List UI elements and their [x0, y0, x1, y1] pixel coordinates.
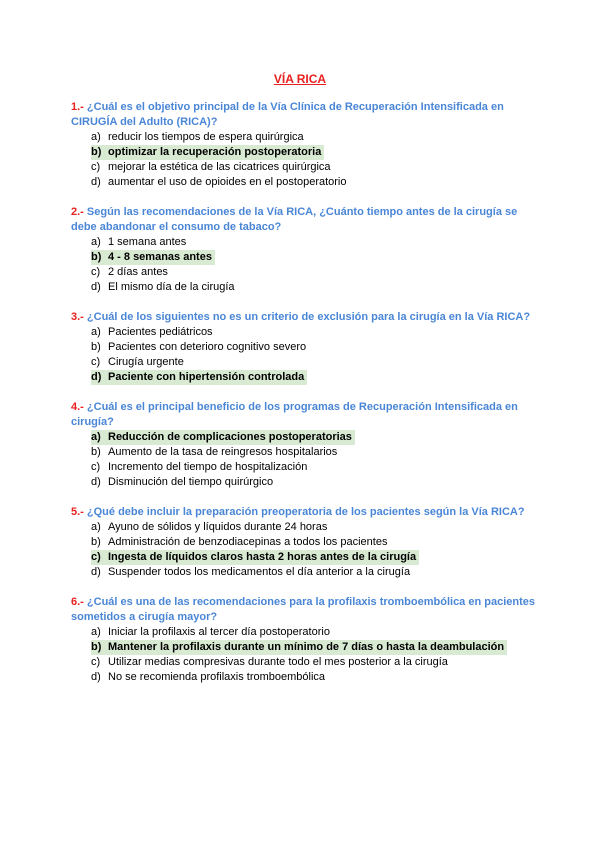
option-text: Ayuno de sólidos y líquidos durante 24 horas	[108, 521, 328, 533]
option-letter: a)	[91, 431, 101, 443]
option-text: Disminución del tiempo quirúrgico	[108, 476, 274, 488]
option-letter: b)	[91, 146, 102, 158]
option-correct	[91, 640, 541, 655]
question-prompt: Según las recomendaciones de la Vía RICA, ¿Cuánto tiempo antes de la cirugía se debe abandonar el consumo de tabaco?	[71, 206, 518, 233]
option-letter: b)	[91, 446, 101, 458]
option-text: Suspender todos los medicamentos el día anterior a la cirugía	[108, 566, 411, 578]
option-correct	[91, 145, 541, 160]
question-number: 3.-	[71, 311, 84, 323]
question-text	[71, 205, 541, 235]
option-text: Aumento de la tasa de reingresos hospitalarios	[108, 446, 338, 458]
question-number: 4.-	[71, 401, 84, 413]
question-prompt: ¿Cuál es el principal beneficio de los programas de Recuperación Intensificada en cirugía?	[71, 401, 518, 428]
option-text: Administración de benzodiacepinas a todos los pacientes	[108, 536, 388, 548]
question-text	[71, 400, 541, 430]
question-prompt: ¿Cuál de los siguientes no es un criterio de exclusión para la cirugía en la Vía RICA?	[83, 311, 531, 323]
option-correct	[91, 550, 541, 565]
option	[91, 280, 541, 295]
option	[91, 460, 541, 475]
question-text	[71, 505, 541, 520]
option-text: mejorar la estética de las cicatrices quirúrgica	[108, 161, 331, 173]
option-letter: c)	[91, 656, 101, 668]
option-text: Iniciar la profilaxis al tercer día postoperatorio	[108, 626, 330, 638]
option-text: Mantener la profilaxis durante un mínimo de 7 días o hasta la deambulación	[108, 641, 505, 653]
question-block	[71, 400, 541, 490]
option-text: Incremento del tiempo de hospitalización	[108, 461, 308, 473]
option-letter: c)	[91, 461, 101, 473]
option-list	[71, 130, 541, 190]
question-text	[71, 100, 541, 130]
option-letter: d)	[91, 371, 102, 383]
option-list	[71, 520, 541, 580]
option-list	[71, 235, 541, 295]
option-list	[71, 430, 541, 490]
option-letter: d)	[91, 281, 101, 293]
option-text: optimizar la recuperación postoperatoria	[108, 146, 322, 158]
option-letter: d)	[91, 566, 101, 578]
option-letter: c)	[91, 551, 101, 563]
option-letter: c)	[91, 266, 101, 278]
option-text: Paciente con hipertensión controlada	[108, 371, 305, 383]
option-text: 4 - 8 semanas antes	[108, 251, 212, 263]
option-letter: b)	[91, 251, 102, 263]
question-text	[71, 595, 541, 625]
option-text: aumentar el uso de opioides en el postoperatorio	[108, 176, 347, 188]
option-letter: a)	[91, 236, 101, 248]
option-text: reducir los tiempos de espera quirúrgica	[108, 131, 304, 143]
option-letter: a)	[91, 521, 101, 533]
option	[91, 535, 541, 550]
option	[91, 475, 541, 490]
option-letter: d)	[91, 671, 101, 683]
option-list	[71, 625, 541, 685]
option	[91, 655, 541, 670]
option-letter: b)	[91, 536, 101, 548]
option-text: Pacientes pediátricos	[108, 326, 213, 338]
question-block	[71, 595, 541, 685]
option-text: Pacientes con deterioro cognitivo severo	[108, 341, 307, 353]
option-text: Cirugía urgente	[108, 356, 184, 368]
option	[91, 625, 541, 640]
option-text: No se recomienda profilaxis tromboembólica	[108, 671, 326, 683]
option-letter: c)	[91, 161, 101, 173]
option	[91, 445, 541, 460]
question-block	[71, 310, 541, 385]
question-block	[71, 505, 541, 580]
question-number: 6.-	[71, 596, 84, 608]
option	[91, 565, 541, 580]
question-text	[71, 310, 541, 325]
option	[91, 130, 541, 145]
option-letter: d)	[91, 176, 101, 188]
option-letter: a)	[91, 626, 101, 638]
option	[91, 265, 541, 280]
option	[91, 340, 541, 355]
option-correct	[91, 430, 541, 445]
option	[91, 235, 541, 250]
question-block	[71, 205, 541, 295]
option-letter: a)	[91, 326, 101, 338]
option	[91, 175, 541, 190]
option-correct	[91, 370, 541, 385]
option-text: Utilizar medias compresivas durante todo el mes posterior a la cirugía	[108, 656, 448, 668]
question-prompt: ¿Qué debe incluir la preparación preoperatoria de los pacientes según la Vía RICA?	[83, 506, 525, 518]
option-text: 1 semana antes	[108, 236, 187, 248]
question-number: 1.-	[71, 101, 84, 113]
option	[91, 670, 541, 685]
option-text: El mismo día de la cirugía	[108, 281, 235, 293]
question-list	[71, 100, 541, 700]
option-text: Ingesta de líquidos claros hasta 2 horas antes de la cirugía	[108, 551, 417, 563]
option	[91, 520, 541, 535]
option	[91, 355, 541, 370]
option-text: Reducción de complicaciones postoperatorias	[108, 431, 352, 443]
option-letter: c)	[91, 356, 101, 368]
question-prompt: ¿Cuál es una de las recomendaciones para la profilaxis tromboembólica en pacientes sometidos a cirugía mayor?	[71, 596, 535, 623]
option-list	[71, 325, 541, 385]
option	[91, 325, 541, 340]
question-prompt: ¿Cuál es el objetivo principal de la Vía Clínica de Recuperación Intensificada en CIRUGÍA del Adulto (RICA)?	[71, 101, 504, 128]
option	[91, 160, 541, 175]
option-text: 2 días antes	[108, 266, 168, 278]
option-letter: b)	[91, 641, 102, 653]
option-correct	[91, 250, 541, 265]
question-number: 5.-	[71, 506, 84, 518]
document-title: VÍA RICA	[273, 72, 327, 86]
question-block	[71, 100, 541, 190]
option-letter: a)	[91, 131, 101, 143]
option-letter: b)	[91, 341, 101, 353]
option-letter: d)	[91, 476, 101, 488]
question-number: 2.-	[71, 206, 84, 218]
